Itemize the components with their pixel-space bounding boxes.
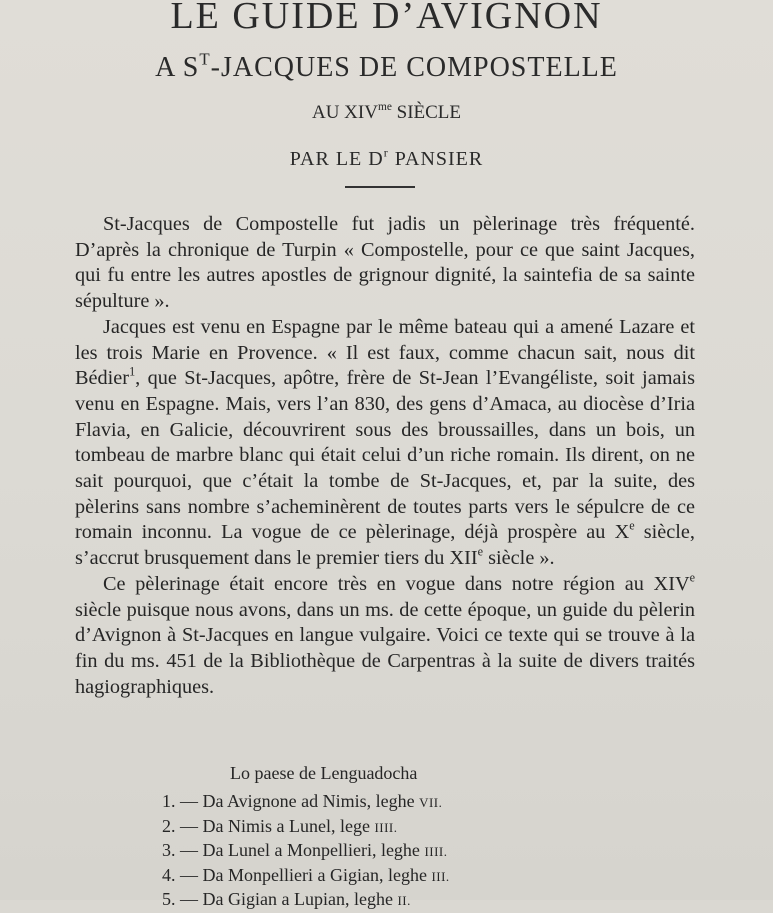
article-body — [75, 212, 695, 700]
paragraph-3: Ce pèlerinage était encore très en vogue dans notre région au XIVe siècle puisque nous avons, dans un ms. de cette époque, un guide du pèlerin d’Avignon à St-Jacques en langue vulgaire. Voici ce texte qui se trouve à la fin du ms. 451 de la Bibliothèque de Carpentras à la suite de divers traités hagiographiques. — [75, 570, 695, 698]
list-item: 3. — Da Lunel a Monpellieri, leghe IIII. — [162, 840, 448, 860]
author-line: PAR LE $D^r$ PANSIER — [289, 145, 484, 170]
century-line: AU $XIV^{me}$ SIÈCLE — [311, 101, 462, 123]
list-item: 2. — Da Nimis a Lunel, lege IIII. — [162, 815, 398, 836]
itinerary-heading: Lo paese de Lenguadocha — [230, 763, 418, 783]
page-subtitle: A $S^T$-JACQUES DE COMPOSTELLE — [155, 49, 618, 83]
list-item: 1. — Da Avignone ad Nimis, leghe VII. — [162, 791, 443, 811]
title-divider — [345, 186, 415, 188]
itinerary-list — [162, 790, 662, 913]
page-title: LE GUIDE D’AVIGNON — [170, 0, 603, 37]
paragraph-2: Jacques est venu en Espagne par le même bateau qui a amené Lazare et les trois Marie en Provence. « Il est faux, comme chacun sait, nous dit Bédier$^1$, que St-Jacques, apôtre, frère de St-Jean l’Evangéliste, soit jamais venu en Espagne. Mais, vers l’an 830, des gens d’Amaca, au diocèse d’Iria Flavia, en Galicie, découvrirent sous des broussailles, dans un bois, un tombeau de marbre blanc qui était celui d’un riche romain. Ils dirent, on ne sait pourquoi, que c’était la tombe de St-Jacques, et, par la suite, des pèlerins sans nombre s’acheminèrent de toutes parts vers le sépulcre de ce romain inconnu. La vogue de ce pèlerinage, déjà prospère au Xe siècle, s’accrut brusquement dans le premier tiers du XIIe siècle ». — [75, 315, 695, 570]
list-item: 5. — Da Gigian a Lupian, leghe II. — [162, 889, 411, 909]
footnote-ref: 1 — [129, 364, 136, 379]
list-item: 4. — Da Monpellieri a Gigian, leghe III. — [162, 864, 450, 885]
paragraph-1: St-Jacques de Compostelle fut jadis un pèlerinage très fréquenté. D’après la chronique de Turpin « Compostelle, pour ce que saint Jacques, qui fu entre les autres apostles de grignour dignité, la saintefia de sa sainte sépulture ». — [75, 213, 695, 313]
